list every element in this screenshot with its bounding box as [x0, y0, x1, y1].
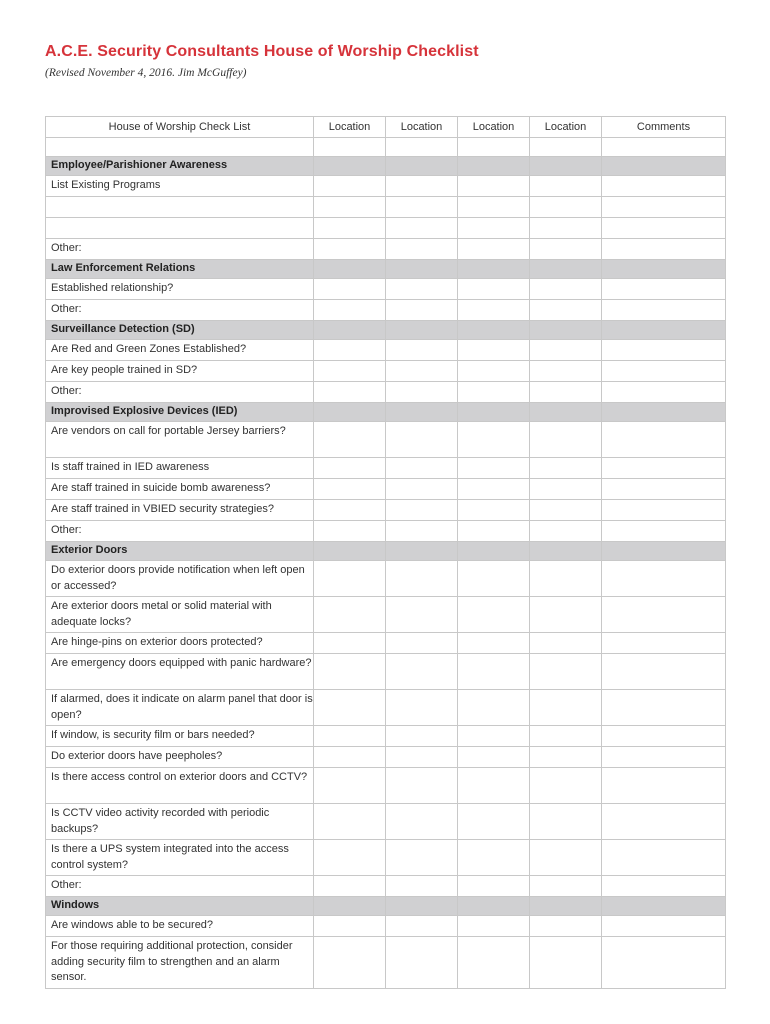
location-3-cell[interactable]: [458, 218, 530, 239]
location-1-cell[interactable]: [314, 197, 386, 218]
location-1-cell: [314, 321, 386, 340]
comments-cell[interactable]: [602, 382, 726, 403]
location-2-cell[interactable]: [386, 340, 458, 361]
location-3-cell[interactable]: [458, 804, 530, 840]
header-location-3: Location: [458, 117, 530, 138]
location-4-cell[interactable]: [530, 768, 602, 804]
location-3-cell[interactable]: [458, 340, 530, 361]
location-1-cell[interactable]: [314, 937, 386, 989]
question-cell: Are exterior doors metal or solid material with adequate locks?: [46, 597, 314, 633]
page-title: A.C.E. Security Consultants House of Worship Checklist: [45, 43, 479, 60]
header-location-2: Location: [386, 117, 458, 138]
checklist-row: [46, 633, 726, 654]
location-1-cell[interactable]: [314, 176, 386, 197]
checklist-row: [46, 747, 726, 768]
comments-cell[interactable]: [602, 361, 726, 382]
checklist-row: [46, 479, 726, 500]
section-row: [46, 403, 726, 422]
checklist-table: [45, 116, 726, 989]
location-1-cell[interactable]: [314, 300, 386, 321]
location-4-cell[interactable]: [530, 340, 602, 361]
question-cell: Do exterior doors have peepholes?: [46, 747, 314, 768]
comments-cell: [602, 897, 726, 916]
location-4-cell[interactable]: [530, 458, 602, 479]
comments-cell[interactable]: [602, 690, 726, 726]
checklist-row: [46, 500, 726, 521]
location-4-cell[interactable]: [530, 633, 602, 654]
comments-cell[interactable]: [602, 239, 726, 260]
location-3-cell[interactable]: [458, 690, 530, 726]
location-4-cell[interactable]: [530, 382, 602, 403]
checklist-row: [46, 521, 726, 542]
section-heading: Windows: [46, 897, 314, 916]
location-1-cell: [314, 897, 386, 916]
location-2-cell: [386, 403, 458, 422]
location-3-cell[interactable]: [458, 500, 530, 521]
location-1-cell[interactable]: [314, 422, 386, 458]
location-1-cell[interactable]: [314, 521, 386, 542]
comments-cell[interactable]: [602, 521, 726, 542]
checklist-row: [46, 654, 726, 690]
checklist-row: [46, 197, 726, 218]
checklist-row: [46, 768, 726, 804]
header-row: [46, 117, 726, 138]
checklist-row: [46, 218, 726, 239]
location-3-cell[interactable]: [458, 840, 530, 876]
location-2-cell: [386, 897, 458, 916]
comments-cell[interactable]: [602, 876, 726, 897]
question-cell: Is there a UPS system integrated into the access control system?: [46, 840, 314, 876]
location-3-cell[interactable]: [458, 239, 530, 260]
comments-cell[interactable]: [602, 340, 726, 361]
location-4-cell[interactable]: [530, 279, 602, 300]
comments-cell[interactable]: [602, 458, 726, 479]
checklist-row: [46, 937, 726, 989]
location-4-cell: [530, 321, 602, 340]
comments-cell[interactable]: [602, 138, 726, 157]
location-2-cell[interactable]: [386, 176, 458, 197]
question-cell: Do exterior doors provide notification when left open or accessed?: [46, 561, 314, 597]
question-cell: For those requiring additional protection, consider adding security film to strengthen and an alarm sensor.: [46, 937, 314, 989]
question-cell: Are emergency doors equipped with panic hardware?: [46, 654, 314, 690]
location-1-cell[interactable]: [314, 654, 386, 690]
location-3-cell[interactable]: [458, 479, 530, 500]
section-heading: Improvised Explosive Devices (IED): [46, 403, 314, 422]
comments-cell[interactable]: [602, 916, 726, 937]
location-4-cell[interactable]: [530, 561, 602, 597]
section-heading: Surveillance Detection (SD): [46, 321, 314, 340]
header-comments: Comments: [602, 117, 726, 138]
comments-cell[interactable]: [602, 279, 726, 300]
location-4-cell: [530, 260, 602, 279]
location-4-cell[interactable]: [530, 422, 602, 458]
checklist-row: [46, 916, 726, 937]
location-2-cell: [386, 260, 458, 279]
location-3-cell[interactable]: [458, 138, 530, 157]
section-row: [46, 260, 726, 279]
location-2-cell: [386, 542, 458, 561]
location-2-cell[interactable]: [386, 597, 458, 633]
question-cell: Are key people trained in SD?: [46, 361, 314, 382]
comments-cell[interactable]: [602, 176, 726, 197]
location-2-cell[interactable]: [386, 138, 458, 157]
checklist-body: [46, 138, 726, 989]
checklist-row: [46, 597, 726, 633]
location-1-cell[interactable]: [314, 726, 386, 747]
question-cell: Are windows able to be secured?: [46, 916, 314, 937]
location-4-cell[interactable]: [530, 300, 602, 321]
location-4-cell[interactable]: [530, 218, 602, 239]
location-2-cell[interactable]: [386, 197, 458, 218]
header-location-1: Location: [314, 117, 386, 138]
location-3-cell[interactable]: [458, 876, 530, 897]
comments-cell[interactable]: [602, 218, 726, 239]
location-2-cell[interactable]: [386, 747, 458, 768]
comments-cell: [602, 403, 726, 422]
location-4-cell[interactable]: [530, 747, 602, 768]
location-2-cell[interactable]: [386, 422, 458, 458]
location-1-cell: [314, 542, 386, 561]
comments-cell[interactable]: [602, 422, 726, 458]
question-cell: [46, 218, 314, 239]
location-4-cell[interactable]: [530, 197, 602, 218]
comments-cell: [602, 157, 726, 176]
location-3-cell: [458, 321, 530, 340]
comments-cell[interactable]: [602, 804, 726, 840]
location-2-cell[interactable]: [386, 654, 458, 690]
location-1-cell[interactable]: [314, 479, 386, 500]
location-4-cell[interactable]: [530, 479, 602, 500]
location-4-cell[interactable]: [530, 726, 602, 747]
location-3-cell[interactable]: [458, 768, 530, 804]
location-2-cell[interactable]: [386, 500, 458, 521]
location-4-cell[interactable]: [530, 176, 602, 197]
location-4-cell[interactable]: [530, 876, 602, 897]
checklist-row: [46, 561, 726, 597]
location-1-cell[interactable]: [314, 340, 386, 361]
comments-cell[interactable]: [602, 561, 726, 597]
checklist-row: [46, 176, 726, 197]
location-1-cell[interactable]: [314, 279, 386, 300]
comments-cell[interactable]: [602, 937, 726, 989]
question-cell: Are Red and Green Zones Established?: [46, 340, 314, 361]
location-3-cell[interactable]: [458, 654, 530, 690]
location-1-cell[interactable]: [314, 500, 386, 521]
question-cell: If window, is security film or bars needed?: [46, 726, 314, 747]
checklist-row: [46, 458, 726, 479]
location-1-cell[interactable]: [314, 747, 386, 768]
location-4-cell[interactable]: [530, 804, 602, 840]
location-3-cell[interactable]: [458, 597, 530, 633]
location-3-cell[interactable]: [458, 726, 530, 747]
header-location-4: Location: [530, 117, 602, 138]
location-2-cell[interactable]: [386, 916, 458, 937]
question-cell: Are staff trained in VBIED security strategies?: [46, 500, 314, 521]
question-cell: Other:: [46, 876, 314, 897]
location-4-cell[interactable]: [530, 361, 602, 382]
location-1-cell[interactable]: [314, 916, 386, 937]
location-1-cell[interactable]: [314, 218, 386, 239]
section-row: [46, 542, 726, 561]
comments-cell[interactable]: [602, 300, 726, 321]
location-3-cell[interactable]: [458, 916, 530, 937]
location-4-cell[interactable]: [530, 916, 602, 937]
location-2-cell[interactable]: [386, 804, 458, 840]
location-2-cell[interactable]: [386, 279, 458, 300]
question-cell: Other:: [46, 239, 314, 260]
checklist-row: [46, 726, 726, 747]
checklist-row: [46, 804, 726, 840]
location-1-cell[interactable]: [314, 690, 386, 726]
location-1-cell[interactable]: [314, 633, 386, 654]
section-row: [46, 321, 726, 340]
location-2-cell: [386, 157, 458, 176]
location-2-cell[interactable]: [386, 633, 458, 654]
location-3-cell[interactable]: [458, 176, 530, 197]
location-2-cell[interactable]: [386, 876, 458, 897]
location-3-cell: [458, 542, 530, 561]
location-2-cell[interactable]: [386, 361, 458, 382]
location-3-cell[interactable]: [458, 747, 530, 768]
location-1-cell[interactable]: [314, 239, 386, 260]
location-3-cell[interactable]: [458, 300, 530, 321]
checklist-row: [46, 361, 726, 382]
blank-row: [46, 138, 726, 157]
question-cell: If alarmed, does it indicate on alarm panel that door is open?: [46, 690, 314, 726]
question-cell: Established relationship?: [46, 279, 314, 300]
location-1-cell[interactable]: [314, 768, 386, 804]
section-row: [46, 157, 726, 176]
location-1-cell[interactable]: [314, 597, 386, 633]
location-1-cell[interactable]: [314, 458, 386, 479]
location-2-cell[interactable]: [386, 726, 458, 747]
location-4-cell[interactable]: [530, 654, 602, 690]
question-cell: Are vendors on call for portable Jersey barriers?: [46, 422, 314, 458]
location-3-cell[interactable]: [458, 279, 530, 300]
comments-cell[interactable]: [602, 726, 726, 747]
location-2-cell[interactable]: [386, 239, 458, 260]
location-4-cell: [530, 157, 602, 176]
checklist-row: [46, 279, 726, 300]
question-cell: Is there access control on exterior doors and CCTV?: [46, 768, 314, 804]
checklist-row: [46, 340, 726, 361]
question-cell: Is staff trained in IED awareness: [46, 458, 314, 479]
location-1-cell: [314, 403, 386, 422]
location-4-cell: [530, 542, 602, 561]
location-1-cell[interactable]: [314, 138, 386, 157]
location-1-cell: [314, 260, 386, 279]
location-2-cell: [386, 321, 458, 340]
location-3-cell[interactable]: [458, 458, 530, 479]
location-2-cell[interactable]: [386, 561, 458, 597]
location-3-cell[interactable]: [458, 382, 530, 403]
question-cell: [46, 138, 314, 157]
location-3-cell[interactable]: [458, 521, 530, 542]
location-3-cell: [458, 260, 530, 279]
location-4-cell[interactable]: [530, 239, 602, 260]
checklist-row: [46, 382, 726, 403]
location-2-cell[interactable]: [386, 479, 458, 500]
location-2-cell[interactable]: [386, 768, 458, 804]
location-4-cell: [530, 897, 602, 916]
question-cell: [46, 197, 314, 218]
comments-cell[interactable]: [602, 597, 726, 633]
location-2-cell[interactable]: [386, 937, 458, 989]
location-4-cell: [530, 403, 602, 422]
header-checklist: House of Worship Check List: [46, 117, 314, 138]
location-3-cell[interactable]: [458, 633, 530, 654]
location-4-cell[interactable]: [530, 690, 602, 726]
checklist-row: [46, 422, 726, 458]
location-3-cell[interactable]: [458, 937, 530, 989]
comments-cell[interactable]: [602, 654, 726, 690]
location-3-cell[interactable]: [458, 361, 530, 382]
checklist-row: [46, 876, 726, 897]
comments-cell[interactable]: [602, 768, 726, 804]
checklist-row: [46, 239, 726, 260]
revision-note: (Revised November 4, 2016. Jim McGuffey): [45, 67, 247, 79]
question-cell: Are staff trained in suicide bomb awareness?: [46, 479, 314, 500]
location-3-cell[interactable]: [458, 561, 530, 597]
comments-cell[interactable]: [602, 479, 726, 500]
location-2-cell[interactable]: [386, 300, 458, 321]
comments-cell[interactable]: [602, 633, 726, 654]
location-1-cell[interactable]: [314, 804, 386, 840]
section-row: [46, 897, 726, 916]
comments-cell: [602, 260, 726, 279]
location-1-cell[interactable]: [314, 840, 386, 876]
question-cell: Other:: [46, 300, 314, 321]
location-1-cell[interactable]: [314, 382, 386, 403]
location-4-cell[interactable]: [530, 521, 602, 542]
comments-cell: [602, 321, 726, 340]
question-cell: Are hinge-pins on exterior doors protected?: [46, 633, 314, 654]
location-4-cell[interactable]: [530, 597, 602, 633]
question-cell: List Existing Programs: [46, 176, 314, 197]
location-2-cell[interactable]: [386, 840, 458, 876]
section-heading: Law Enforcement Relations: [46, 260, 314, 279]
location-3-cell: [458, 897, 530, 916]
comments-cell[interactable]: [602, 840, 726, 876]
location-2-cell[interactable]: [386, 382, 458, 403]
location-1-cell[interactable]: [314, 876, 386, 897]
checklist-row: [46, 690, 726, 726]
location-3-cell: [458, 157, 530, 176]
checklist-row: [46, 300, 726, 321]
location-4-cell[interactable]: [530, 138, 602, 157]
section-heading: Exterior Doors: [46, 542, 314, 561]
comments-cell[interactable]: [602, 747, 726, 768]
question-cell: Other:: [46, 382, 314, 403]
location-2-cell[interactable]: [386, 521, 458, 542]
location-1-cell[interactable]: [314, 361, 386, 382]
section-heading: Employee/Parishioner Awareness: [46, 157, 314, 176]
location-1-cell[interactable]: [314, 561, 386, 597]
location-3-cell: [458, 403, 530, 422]
comments-cell[interactable]: [602, 500, 726, 521]
location-2-cell[interactable]: [386, 458, 458, 479]
question-cell: Other:: [46, 521, 314, 542]
location-2-cell[interactable]: [386, 218, 458, 239]
comments-cell: [602, 542, 726, 561]
location-2-cell[interactable]: [386, 690, 458, 726]
location-3-cell[interactable]: [458, 422, 530, 458]
location-4-cell[interactable]: [530, 937, 602, 989]
location-3-cell[interactable]: [458, 197, 530, 218]
question-cell: Is CCTV video activity recorded with periodic backups?: [46, 804, 314, 840]
location-4-cell[interactable]: [530, 500, 602, 521]
checklist-row: [46, 840, 726, 876]
location-4-cell[interactable]: [530, 840, 602, 876]
comments-cell[interactable]: [602, 197, 726, 218]
location-1-cell: [314, 157, 386, 176]
